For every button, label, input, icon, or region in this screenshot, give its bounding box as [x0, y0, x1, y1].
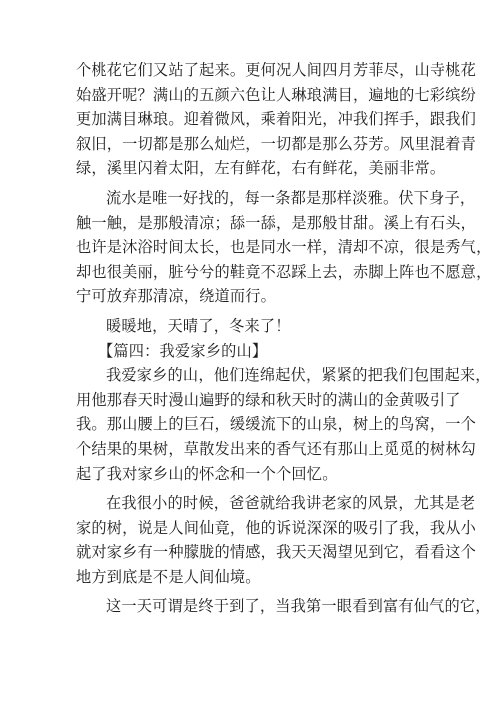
text-line: 家的树，说是人间仙竟，他的诉说深深的吸引了我，我从小 [76, 518, 477, 537]
text-line: 宁可放弃那清凉，绕道而行。 [76, 287, 277, 306]
text-line: 起了我对家乡山的怀念和一个个回忆。 [76, 464, 338, 483]
text-line: 我。那山腰上的巨石，缓缓流下的山泉，树上的鸟窝，一个 [76, 415, 477, 434]
text-line: 绿，溪里闪着太阳，左有鲜花，右有鲜花，美丽非常。 [76, 159, 446, 178]
text-line: 叙旧，一切都是那么灿烂，一切都是那么芬芳。风里混着青 [76, 134, 477, 153]
text-line: 暖暖地，天晴了，冬来了！ [106, 316, 291, 335]
text-line: 流水是唯一好找的，每一条都是那样淡雅。伏下身子， [106, 188, 476, 207]
text-line: 个结果的果树，草散发出来的香气还有那山上觅觅的树林勾 [76, 439, 477, 458]
text-line: 就对家乡有一种朦胧的情感，我天天渴望见到它，看看这个 [76, 543, 477, 562]
section-heading: 【篇四：我爱家乡的山】 [98, 341, 268, 360]
text-line: 个桃花它们又站了起来。更何况人间四月芳菲尽，山寺桃花 [76, 61, 477, 79]
text-line: 也许是沐浴时间太长，也是同水一样，清却不凉，很是秀气， [76, 238, 492, 257]
text-line: 更加满目琳琅。迎着微风，乘着阳光，冲我们挥手，跟我们 [76, 110, 477, 129]
document-body [76, 58, 492, 619]
text-line: 地方到底是不是人间仙境。 [76, 567, 261, 586]
text-line: 这一天可谓是终于到了，当我第一眼看到富有仙气的它， [106, 597, 491, 616]
text-line: 触一触，是那般清凉；舔一舔，是那般甘甜。溪上有石头， [76, 213, 477, 232]
text-line: 在我很小的时候，爸爸就给我讲老家的风景，尤其是老 [106, 494, 476, 513]
text-line: 我爱家乡的山，他们连绵起伏，紧紧的把我们包围起来， [106, 366, 491, 385]
text-line: 用他那春天时漫山遍野的绿和秋天时的满山的金黄吸引了 [76, 390, 461, 409]
text-line: 却也很美丽，脏兮兮的鞋竟不忍踩上去，赤脚上阵也不愿意， [76, 262, 492, 281]
text-line: 始盛开呢？满山的五颜六色让人琳琅满目，遍地的七彩缤纷 [76, 85, 477, 104]
